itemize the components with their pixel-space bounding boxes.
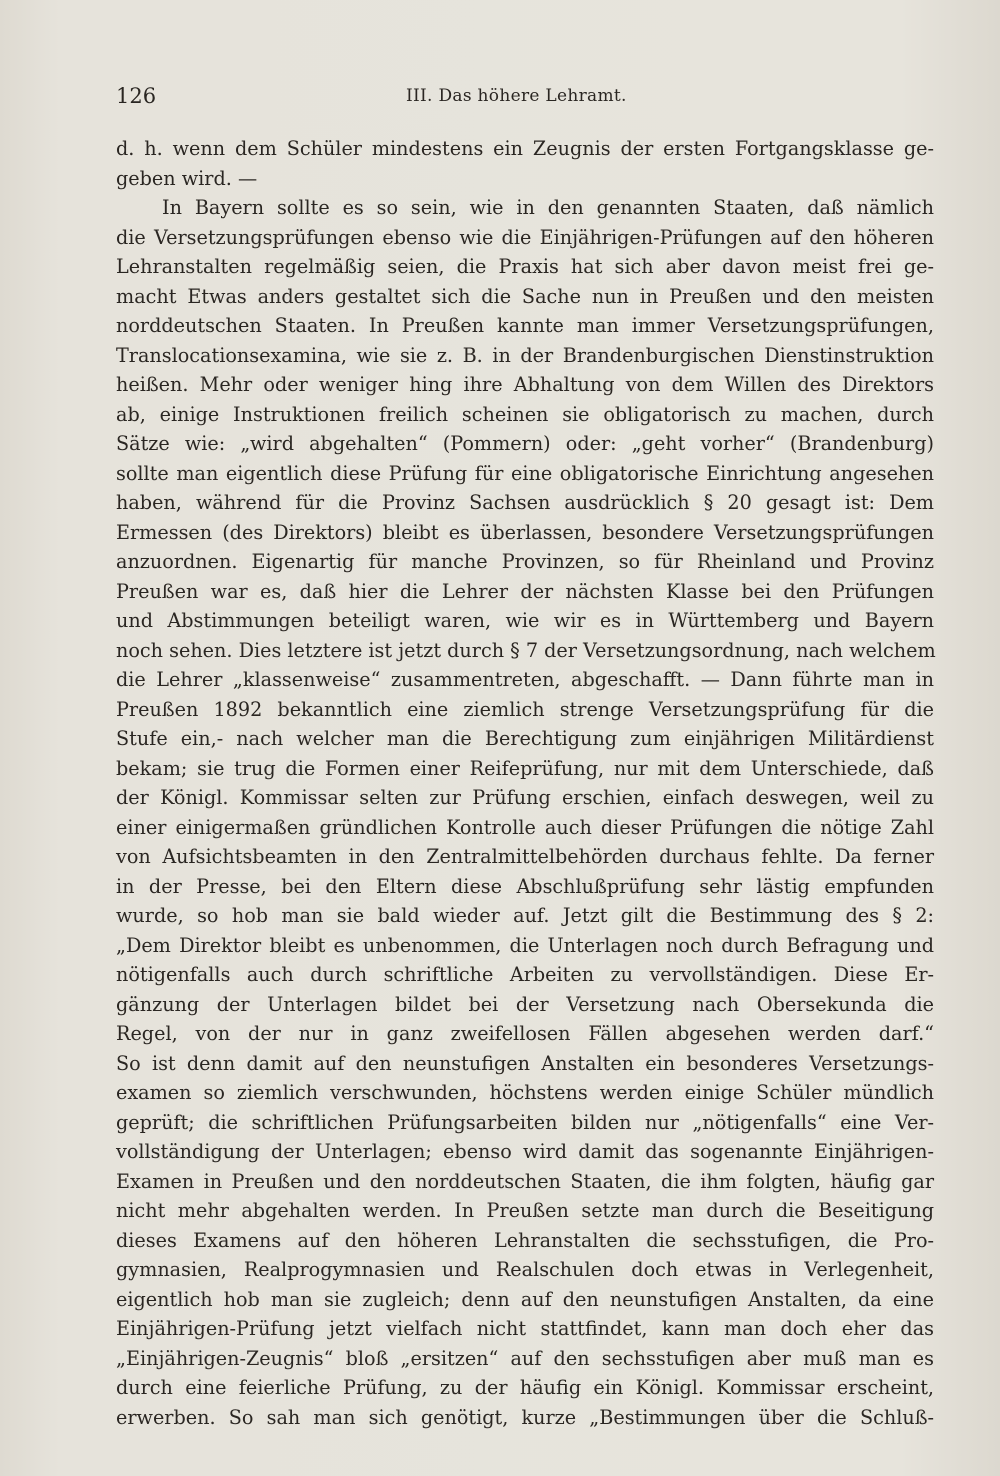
text-line: von Aufsichtsbeamten in den Zentralmittelbehörden durchaus fehlte. Da ferner xyxy=(116,845,934,868)
text-line: d. h. wenn dem Schüler mindestens ein Zeugnis der ersten Fortgangsklasse ge- xyxy=(116,137,934,160)
text-line: Sätze wie: „wird abgehalten“ (Pommern) oder: „geht vorher“ (Brandenburg) xyxy=(116,432,934,455)
text-line: Preußen war es, daß hier die Lehrer der nächsten Klasse bei den Prüfungen xyxy=(116,579,934,603)
text-line: wurde, so hob man sie bald wieder auf. Jetzt gilt die Bestimmung des § 2: xyxy=(116,904,934,927)
text-line: haben, während für die Provinz Sachsen ausdrücklich § 20 gesagt ist: Dem xyxy=(116,491,934,514)
text-line: examen so ziemlich verschwunden, höchstens werden einige Schüler mündlich xyxy=(116,1081,934,1104)
text-line: bekam; sie trug die Formen einer Reifeprüfung, nur mit dem Unterschiede, daß xyxy=(116,756,934,780)
text-line: noch sehen. Dies letztere ist jetzt durch § 7 der Versetzungsordnung, nach welchem xyxy=(116,638,936,662)
text-line: macht Etwas anders gestaltet sich die Sache nun in Preußen und den meisten xyxy=(116,284,934,308)
body-text xyxy=(116,134,934,1432)
text-line: heißen. Mehr oder weniger hing ihre Abhaltung von dem Willen des Direktors xyxy=(116,373,934,396)
text-line: „Einjährigen-Zeugnis“ bloß „ersitzen“ auf den sechsstufigen aber muß man es xyxy=(116,1346,934,1370)
text-line: Regel, von der nur in ganz zweifellosen Fällen abgesehen werden darf.“ xyxy=(116,1022,934,1045)
text-line: gänzung der Unterlagen bildet bei der Versetzung nach Obersekunda die xyxy=(116,992,934,1016)
page-header xyxy=(116,84,934,112)
paragraph xyxy=(116,134,934,193)
text-line: Stufe ein,- nach welcher man die Berechtigung zum einjährigen Militärdienst xyxy=(116,727,934,750)
text-line: Lehranstalten regelmäßig seien, die Praxis hat sich aber davon meist frei ge- xyxy=(116,255,934,278)
text-line: die Versetzungsprüfungen ebenso wie die Einjährigen-Prüfungen auf den höheren xyxy=(116,225,934,249)
text-line: In Bayern sollte es so sein, wie in den genannten Staaten, daß nämlich xyxy=(162,196,934,219)
text-line: Preußen 1892 bekanntlich eine ziemlich strenge Versetzungsprüfung für die xyxy=(116,697,934,721)
text-line: der Königl. Kommissar selten zur Prüfung erschien, einfach deswegen, weil zu xyxy=(116,786,934,809)
text-line: und Abstimmungen beteiligt waren, wie wir es in Württemberg und Bayern xyxy=(116,609,934,632)
text-line: in der Presse, bei den Eltern diese Abschlußprüfung sehr lästig empfunden xyxy=(116,874,934,898)
text-line: anzuordnen. Eigenartig für manche Provinzen, so für Rheinland und Provinz xyxy=(116,550,934,573)
text-line: sollte man eigentlich diese Prüfung für eine obligatorische Einrichtung angesehen xyxy=(116,461,934,485)
text-line: nicht mehr abgehalten werden. In Preußen setzte man durch die Beseitigung xyxy=(116,1199,934,1222)
text-line: ab, einige Instruktionen freilich scheinen sie obligatorisch zu machen, durch xyxy=(116,402,934,426)
text-line: vollständigung der Unterlagen; ebenso wird damit das sogenannte Einjährigen- xyxy=(116,1140,934,1163)
text-line: Translocationsexamina, wie sie z. B. in der Brandenburgischen Dienstinstruktion xyxy=(116,343,934,367)
text-line: durch eine feierliche Prüfung, zu der häufig ein Königl. Kommissar erscheint, xyxy=(116,1376,934,1399)
text-line: geprüft; die schriftlichen Prüfungsarbeiten bilden nur „nötigenfalls“ eine Ver- xyxy=(116,1110,934,1134)
text-line: Einjährigen-Prüfung jetzt vielfach nicht stattfindet, kann man doch eher das xyxy=(116,1317,934,1340)
page-number: 126 xyxy=(116,84,157,108)
paragraph xyxy=(116,193,934,1432)
text-line: nötigenfalls auch durch schriftliche Arbeiten zu vervollständigen. Diese Er- xyxy=(116,963,934,986)
text-line: geben wird. — xyxy=(116,166,258,190)
text-line: norddeutschen Staaten. In Preußen kannte man immer Versetzungsprüfungen, xyxy=(116,314,934,337)
text-line: gymnasien, Realprogymnasien und Realschulen doch etwas in Verlegenheit, xyxy=(116,1258,934,1281)
text-line: dieses Examens auf den höheren Lehranstalten die sechsstufigen, die Pro- xyxy=(116,1228,934,1252)
text-line: die Lehrer „klassenweise“ zusammentreten, abgeschafft. — Dann führte man in xyxy=(116,668,934,691)
text-line: So ist denn damit auf den neunstufigen Anstalten ein besonderes Versetzungs- xyxy=(116,1051,934,1075)
text-line: eigentlich hob man sie zugleich; denn auf den neunstufigen Anstalten, da eine xyxy=(116,1287,934,1311)
text-line: einer einigermaßen gründlichen Kontrolle auch dieser Prüfungen die nötige Zahl xyxy=(116,815,934,839)
text-line: Examen in Preußen und den norddeutschen Staaten, die ihm folgten, häufig gar xyxy=(116,1169,934,1193)
text-line: Ermessen (des Direktors) bleibt es überlassen, besondere Versetzungsprüfungen xyxy=(116,520,934,544)
text-line: erwerben. So sah man sich genötigt, kurze „Bestimmungen über die Schluß- xyxy=(116,1405,934,1429)
text-line: „Dem Direktor bleibt es unbenommen, die Unterlagen noch durch Befragung und xyxy=(116,933,934,957)
running-head: III. Das höhere Lehramt. xyxy=(406,86,627,106)
